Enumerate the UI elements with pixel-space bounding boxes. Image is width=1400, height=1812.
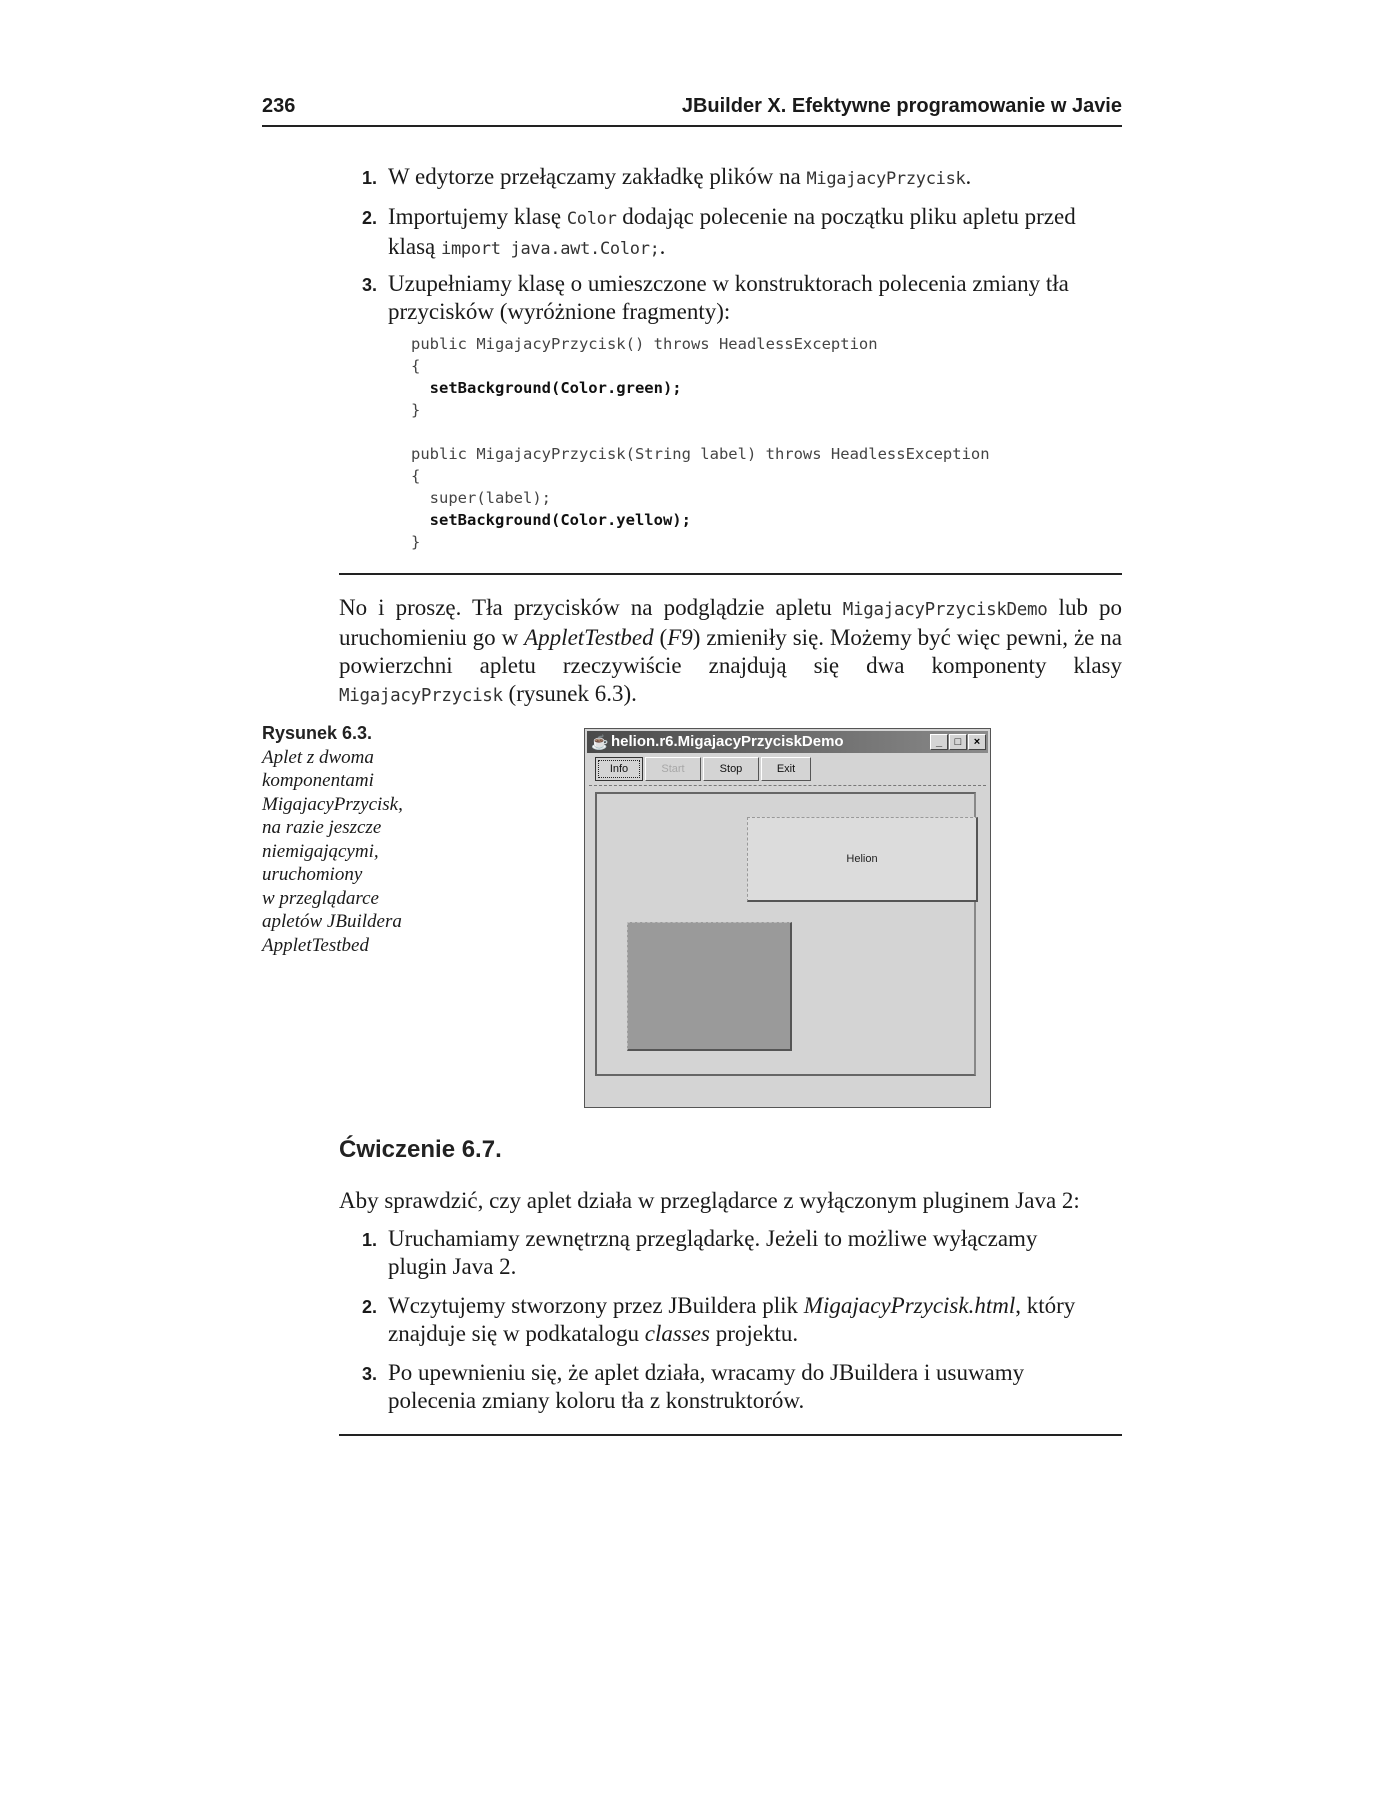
exercise-heading: Ćwiczenie 6.7. bbox=[339, 1136, 502, 1163]
window-title: helion.r6.MigajacyPrzyciskDemo bbox=[611, 733, 844, 750]
step-number: 1. bbox=[362, 1230, 378, 1250]
caption-line: Aplet z dwoma bbox=[262, 746, 374, 768]
caption-line: w przeglądarce bbox=[262, 887, 379, 909]
applet-window bbox=[584, 728, 991, 1108]
highlighted-code: setBackground(Color.green); bbox=[429, 379, 682, 397]
step-text: Wczytujemy stworzony przez JBuildera plik MigajacyPrzycisk.html, który znajduje się w podkatalogu classes projektu. bbox=[388, 1293, 1076, 1346]
exercise-intro: Aby sprawdzić, czy aplet działa w przeglądarce z wyłączonym pluginem Java 2: bbox=[339, 1188, 1080, 1213]
divider bbox=[339, 573, 1122, 575]
step-text: Importujemy klasę Color dodając polecenie na początku pliku apletu przed klasą import java.awt.Color;. bbox=[388, 204, 1076, 259]
step-number: 2. bbox=[362, 208, 378, 228]
step-text: W edytorze przełączamy zakładkę plików na MigajacyPrzycisk. bbox=[388, 164, 972, 189]
java-cup-icon: ☕ bbox=[591, 734, 609, 750]
step-text: Po upewnieniu się, że aplet działa, wracamy do JBuildera i usuwamy polecenia zmiany koloru tła z konstruktorów. bbox=[388, 1360, 1025, 1413]
running-title: JBuilder X. Efektywne programowanie w Javie bbox=[681, 95, 1122, 117]
exit-button[interactable]: Exit bbox=[761, 757, 811, 781]
step-number: 3. bbox=[362, 1364, 378, 1384]
caption-line: apletów JBuildera bbox=[262, 911, 402, 932]
caption-line: MigajacyPrzycisk, bbox=[262, 793, 403, 815]
caption-line: na razie jeszcze bbox=[262, 817, 382, 838]
caption-line: niemigającymi, bbox=[262, 840, 379, 862]
inline-code: Color bbox=[566, 209, 617, 229]
maximize-icon[interactable]: □ bbox=[949, 734, 967, 750]
body-paragraph: No i proszę. Tła przycisków na podglądzie apletu MigajacyPrzyciskDemo lub po uruchomieniu go w AppletTestbed (F9) zmieniły się. Możemy być więc pewni, że na powierzchni apletu rzeczywiście znajdują się dwa komponenty klasy MigajacyPrzycisk (rysunek 6.3). bbox=[339, 595, 1122, 706]
close-icon[interactable]: × bbox=[968, 734, 986, 750]
helion-button[interactable]: Helion bbox=[747, 817, 978, 902]
divider bbox=[339, 1434, 1122, 1436]
highlighted-code: setBackground(Color.yellow); bbox=[429, 511, 691, 529]
page-header bbox=[262, 95, 1122, 127]
inline-code: MigajacyPrzycisk bbox=[806, 169, 966, 189]
step-number: 2. bbox=[362, 1297, 378, 1317]
minimize-icon[interactable]: _ bbox=[930, 734, 948, 750]
start-button[interactable]: Start bbox=[645, 757, 701, 781]
caption-line: komponentami bbox=[262, 770, 374, 791]
toolbar-separator bbox=[589, 785, 986, 786]
code-listing: public MigajacyPrzycisk() throws HeadlessException { setBackground(Color.green); } public MigajacyPrzycisk(String label) throws HeadlessException { super(label); setBackground(Color.yellow); } bbox=[411, 335, 990, 551]
step-number: 3. bbox=[362, 275, 378, 295]
figure-label: Rysunek 6.3. bbox=[262, 723, 373, 743]
caption-line: AppletTestbed bbox=[262, 934, 369, 956]
step-text: Uruchamiamy zewnętrzną przeglądarkę. Jeżeli to możliwe wyłączamy plugin Java 2. bbox=[388, 1226, 1038, 1279]
step-text: Uzupełniamy klasę o umieszczone w konstruktorach polecenia zmiany tła przycisków (wyróżnione fragmenty): bbox=[388, 271, 1069, 324]
stop-button[interactable]: Stop bbox=[703, 757, 759, 781]
inline-code: import java.awt.Color; bbox=[441, 239, 660, 259]
window-titlebar[interactable] bbox=[587, 731, 988, 753]
step-number: 1. bbox=[362, 168, 378, 188]
page-number: 236 bbox=[262, 95, 296, 117]
inline-code: MigajacyPrzyciskDemo bbox=[842, 600, 1048, 620]
info-button[interactable]: Info bbox=[595, 757, 643, 781]
caption-line: uruchomiony bbox=[262, 864, 363, 885]
figure-caption bbox=[262, 722, 432, 957]
inline-code: MigajacyPrzycisk bbox=[339, 686, 503, 706]
applet-panel bbox=[595, 792, 976, 1076]
unlabeled-button[interactable] bbox=[627, 922, 792, 1051]
